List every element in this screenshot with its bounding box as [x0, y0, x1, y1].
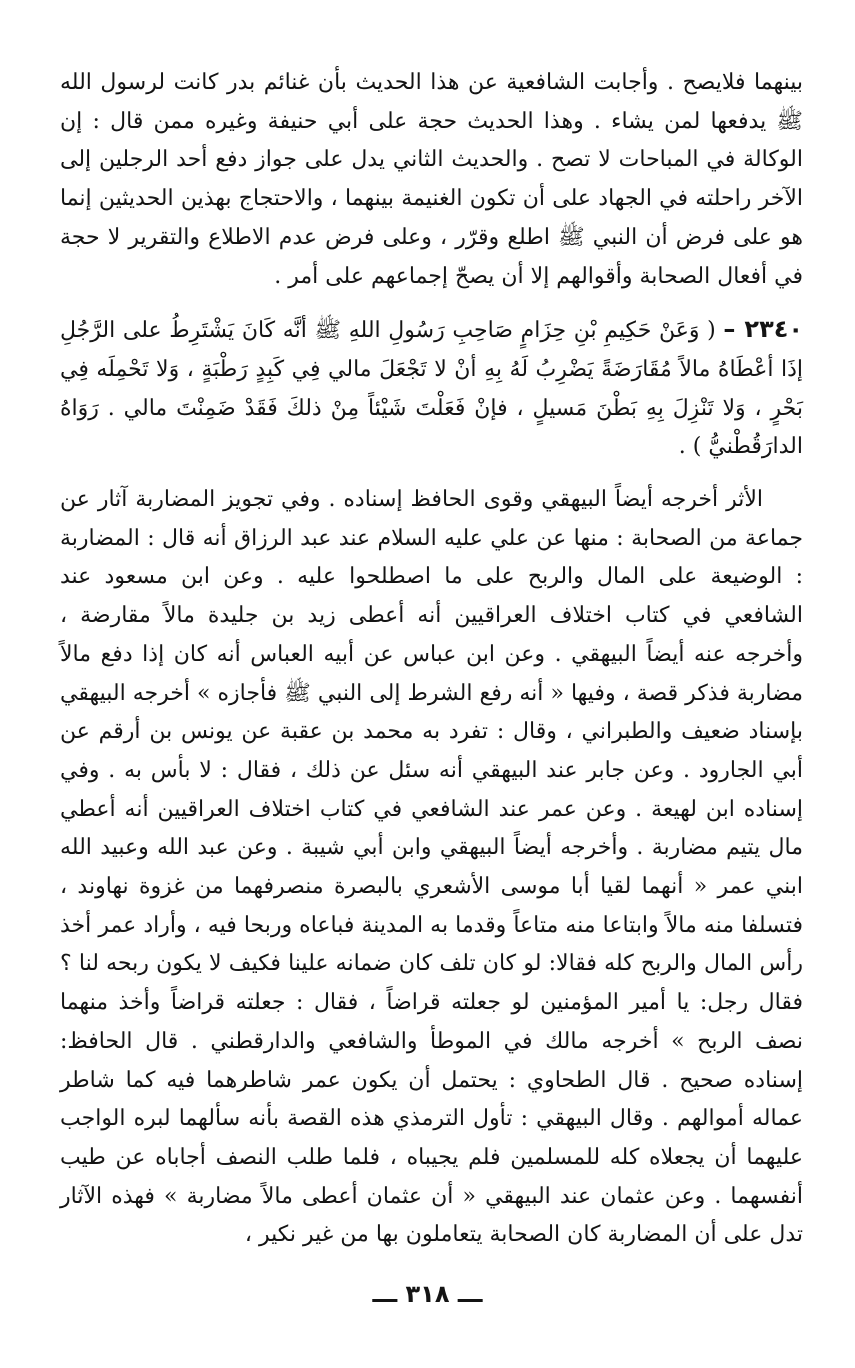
page-number: ـــ ٣١٨ ـــ [372, 1280, 483, 1308]
hadith-number: ٢٣٤٠ – [723, 315, 804, 344]
paragraph-commentary: الأثر أخرجه أيضاً البيهقي وقوى الحافظ إسناده . وفي تجويز المضاربة آثار عن جماعة من الصحابة : منها عن علي عليه السلام عند عبد الرزاق أنه قال : المضاربة : الوضيعة على المال والربح على ما اصطلحوا عليه . وعن ابن مسعود عند الشافعي في كتاب اختلاف العراقيين أنه أعطى زيد بن جليدة مالاً مقارضة ، وأخرجه عنه أيضاً البيهقي . وعن ابن عباس عن أبيه العباس أنه كان إذا دفع مالاً مضاربة فذكر قصة ، وفيها « أنه رفع الشرط إلى النبي ﷺ فأجازه » أخرجه البيهقي بإسناد ضعيف والطبراني ، وقال : تفرد به محمد بن عقبة عن يونس بن أرقم عن أبي الجارود . وعن جابر عند البيهقي أنه سئل عن ذلك ، فقال : لا بأس به . وفي إسناده ابن لهيعة . وعن عمر عند الشافعي في كتاب اختلاف العراقيين أنه أعطي مال يتيم مضاربة . وأخرجه أيضاً البيهقي وابن أبي شيبة . وعن عبد الله وعبيد الله ابني عمر « أنهما لقيا أبا موسى الأشعري بالبصرة منصرفهما من غزوة نهاوند ، فتسلفا منه مالاً وابتاعا منه متاعاً وقدما به المدينة فباعاه وربحا فيه ، وأراد عمر أخذ رأس المال والربح كله فقالا: لو كان تلف كان ضمانه علينا فكيف لا يكون ربحه لنا ؟ فقال رجل: يا أمير المؤمنين لو جعلته قراضاً ، فقال : جعلته قراضاً وأخذ منهما نصف الربح » أخرجه مالك في الموطأ والشافعي والدارقطني . قال الحافظ: إسناده صحيح . قال الطحاوي : يحتمل أن يكون عمر شاطرهما فيه كما شاطر عماله أموالهم . وقال البيهقي : تأول الترمذي هذه القصة بأنه سألهما لبره الواجب عليهما أن يجعلاه كله للمسلمين فلم يجيباه ، فلما طلب النصف أجاباه عن طيب أنفسهما . وعن عثمان عند البيهقي « أن عثمان أعطى مالاً مضاربة » فهذه الآثار تدل على أن المضاربة كان الصحابة يتعاملون بها من غير نكير ، [60, 487, 803, 1248]
paragraph-preceding-discussion: بينهما فلايصح . وأجابت الشافعية عن هذا الحديث بأن غنائم بدر كانت لرسول الله ﷺ يدفعها لمن يشاء . وهذا الحديث حجة على أبي حنيفة وغيره ممن قال : إن الوكالة في المباحات لا تصح . والحديث الثاني يدل على جواز دفع أحد الرجلين إلى الآخر راحلته في الجهاد على أن تكون الغنيمة بينهما ، والاحتجاج بهذين الحديثين إنما هو على فرض أن النبي ﷺ اطلع وقرّر ، وعلى فرض عدم الاطلاع والتقرير لا حجة في أفعال الصحابة وأقوالهم إلا أن يصحّ إجماعهم على أمر . [60, 70, 803, 289]
hadith-text: ( وَعَنْ حَكِيمِ بْنِ حِزَامٍ صَاحِبِ رَسُولِ اللهِ ﷺ أنَّه كَانَ يَشْتَرِطُ على الرَّجُلِ إذَا أعْطَاهُ مالاً مُقَارَضَةً يَضْرِبُ لَهُ بِهِ أنْ لا تَجْعَلَ مالي فِي كَبِدٍ رَطْبَةٍ ، وَلا تَحْمِلَه فِي بَحْرٍ ، وَلا تَنْزِلَ بِهِ بَطْنَ مَسيلٍ ، فإنْ فَعَلْتَ شَيْئاً مِنْ ذلكَ فَقَدْ ضَمِنْتَ مالي . رَوَاهُ الدارَقُطْنيُّ ) . [60, 318, 803, 460]
hadith-paragraph [60, 310, 803, 467]
